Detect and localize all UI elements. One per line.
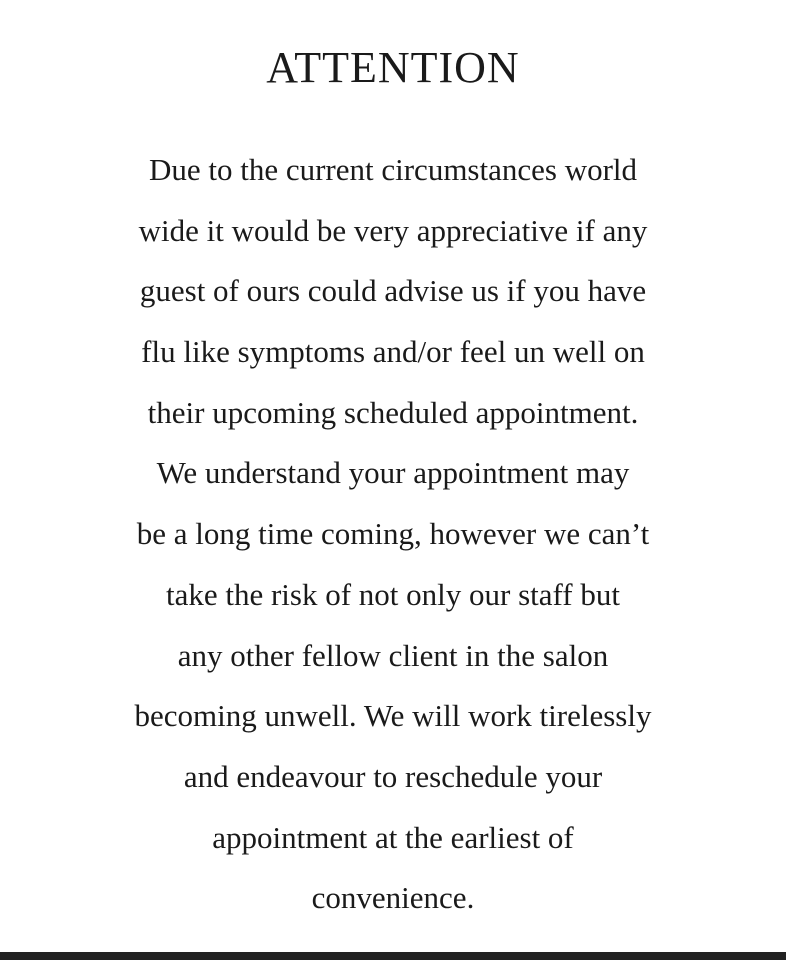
notice-line: flu like symptoms and/or feel un well on: [141, 334, 645, 370]
notice-line: We understand your appointment may: [156, 455, 630, 491]
bottom-edge-bar: [0, 952, 786, 960]
notice-body: [0, 140, 786, 929]
notice-line: be a long time coming, however we can’t: [136, 516, 650, 552]
notice-line: any other fellow client in the salon: [177, 637, 609, 673]
notice-line: their upcoming scheduled appointment.: [147, 394, 639, 430]
notice-line: take the risk of not only our staff but: [165, 576, 620, 612]
notice-line: Due to the current circumstances world: [148, 152, 638, 187]
notice-line: and endeavour to reschedule your: [183, 758, 603, 794]
notice-title: ATTENTION: [266, 43, 520, 92]
notice-line: appointment at the earliest of: [212, 819, 574, 855]
notice-line: becoming unwell. We will work tirelessly: [134, 698, 652, 734]
notice-line: guest of ours could advise us if you have: [139, 273, 647, 309]
notice-line: convenience.: [311, 880, 475, 916]
notice-line: wide it would be very appreciative if any: [138, 212, 648, 248]
